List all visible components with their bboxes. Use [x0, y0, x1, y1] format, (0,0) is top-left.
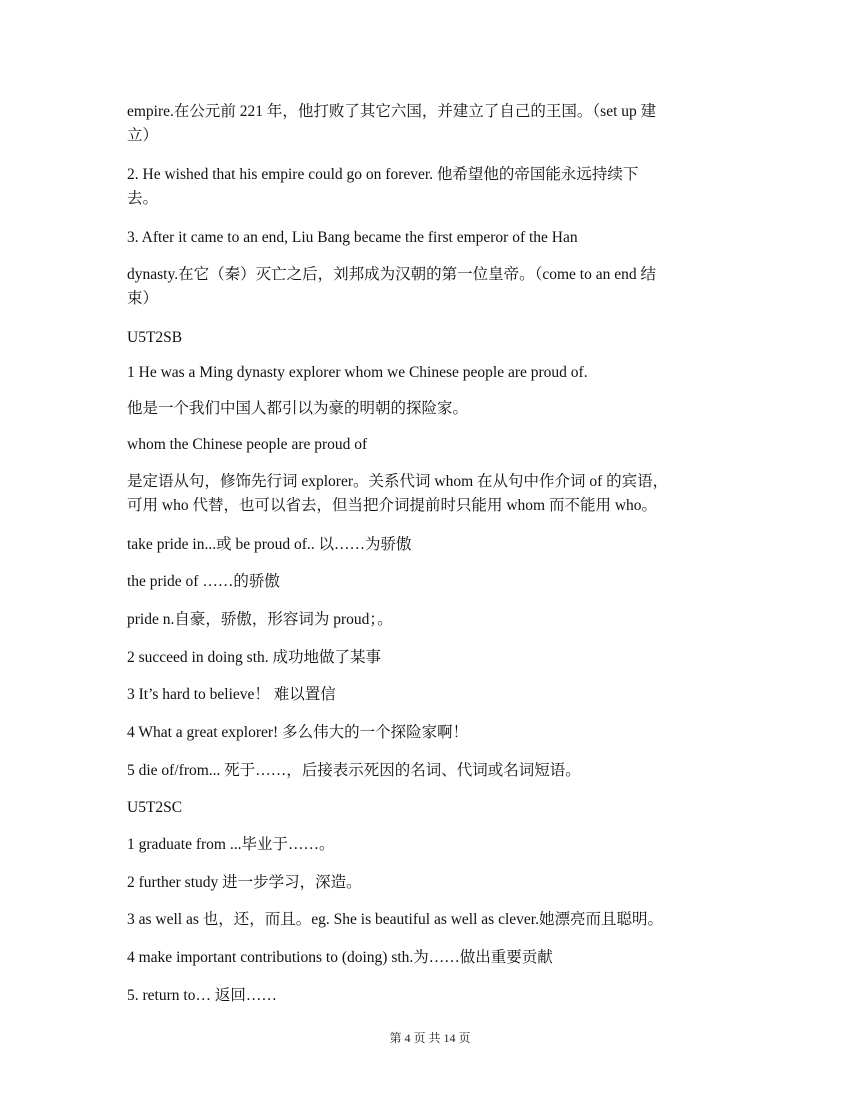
page-number-footer: 第 4 页 共 14 页: [389, 1031, 471, 1045]
text-line: 1 graduate from ...毕业于……。: [127, 836, 335, 853]
text-line: 2. He wished that his empire could go on forever. 他希望他的帝国能永远持续下: [127, 166, 639, 183]
text-line: 去。: [127, 190, 159, 207]
text-line: 4 What a great explorer! 多么伟大的一个探险家啊！: [127, 724, 469, 741]
text-line: 3 It’s hard to believe！ 难以置信: [127, 686, 336, 703]
text-line: pride n.自豪，骄傲，形容词为 proud；。: [127, 611, 393, 628]
text-line: 3. After it came to an end, Liu Bang became the first emperor of the Han: [127, 229, 578, 246]
text-line: empire.在公元前 221 年，他打败了其它六国，并建立了自己的王国。（set up 建: [127, 103, 657, 120]
text-line: 立）: [127, 127, 159, 144]
text-line: 3 as well as 也，还，而且。eg. She is beautiful as well as clever.她漂亮而且聪明。: [127, 911, 663, 928]
text-line: dynasty.在它（秦）灭亡之后，刘邦成为汉朝的第一位皇帝。（come to an end 结: [127, 266, 656, 283]
text-line: 5. return to… 返回……: [127, 987, 277, 1004]
text-line: 可用 who 代替，也可以省去，但当把介词提前时只能用 whom 而不能用 who。: [127, 497, 658, 514]
text-line: 束）: [127, 290, 159, 307]
section-heading: U5T2SC: [127, 799, 183, 816]
text-line: 5 die of/from... 死于……，后接表示死因的名词、代词或名词短语。: [127, 762, 581, 779]
text-line: 是定语从句，修饰先行词 explorer。关系代词 whom 在从句中作介词 of 的宾语，: [127, 473, 669, 490]
text-line: 1 He was a Ming dynasty explorer whom we Chinese people are proud of.: [127, 364, 588, 381]
text-line: 他是一个我们中国人都引以为豪的明朝的探险家。: [127, 400, 469, 417]
text-line: the pride of ……的骄傲: [127, 573, 280, 590]
text-line: take pride in...或 be proud of.. 以……为骄傲: [127, 536, 412, 553]
section-heading: U5T2SB: [127, 329, 183, 346]
text-line: 2 further study 进一步学习，深造。: [127, 874, 362, 891]
text-line: whom the Chinese people are proud of: [127, 436, 368, 453]
text-line: 2 succeed in doing sth. 成功地做了某事: [127, 649, 382, 666]
text-line: 4 make important contributions to (doing) sth.为……做出重要贡献: [127, 949, 553, 966]
